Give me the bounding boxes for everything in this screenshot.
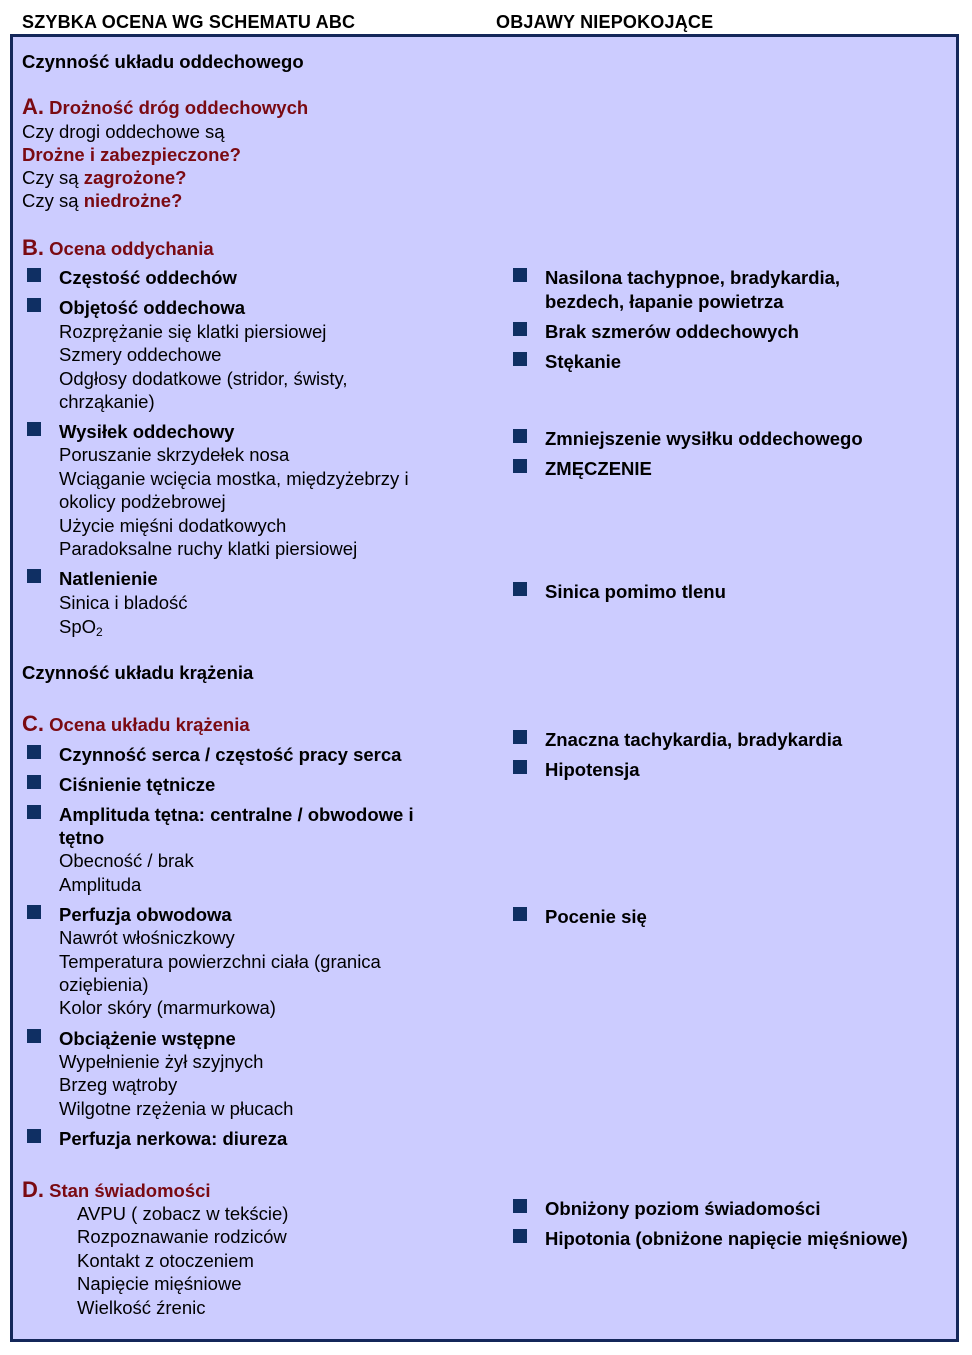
square-bullet-icon xyxy=(513,730,527,744)
b-subitem: Poruszanie skrzydełek nosa xyxy=(59,444,290,465)
b-warning: Stękanie xyxy=(545,351,622,372)
section-d-heading xyxy=(22,1178,211,1202)
c-warning: Hipotensja xyxy=(545,759,640,780)
table-header xyxy=(10,8,959,34)
c-subitem: Wypełnienie żył szyjnych xyxy=(59,1051,264,1072)
square-bullet-icon xyxy=(27,905,41,919)
b-warning: ZMĘCZENIE xyxy=(545,458,652,479)
d-warning: Obniżony poziom świadomości xyxy=(545,1198,821,1219)
c-item: Czynność serca / częstość pracy serca xyxy=(59,744,402,765)
section-a-q2: Drożne i zabezpieczone? xyxy=(22,144,241,165)
b-warning-cont: bezdech, łapanie powietrza xyxy=(545,291,784,312)
square-bullet-icon xyxy=(513,582,527,596)
d-item: Wielkość źrenic xyxy=(77,1297,206,1318)
section-a-q4-prefix: Czy są xyxy=(22,190,84,211)
section-a-q4 xyxy=(22,189,182,212)
d-item: AVPU ( zobacz w tekście) xyxy=(77,1203,289,1224)
square-bullet-icon xyxy=(27,422,41,436)
d-warning: Hipotonia (obniżone napięcie mięśniowe) xyxy=(545,1228,908,1249)
b-warning: Zmniejszenie wysiłku oddechowego xyxy=(545,428,863,449)
b-subitem: Paradoksalne ruchy klatki piersiowej xyxy=(59,538,358,559)
c-subitem: Wilgotne rzężenia w płucach xyxy=(59,1098,294,1119)
section-b-title: Ocena oddychania xyxy=(49,238,214,259)
square-bullet-icon xyxy=(513,322,527,336)
c-item: Perfuzja nerkowa: diureza xyxy=(59,1128,288,1149)
b-subitem: Szmery oddechowe xyxy=(59,344,222,365)
section-c-title: Ocena układu krążenia xyxy=(49,714,250,735)
section-b-letter: B. xyxy=(22,235,44,260)
section-a-q3-emph: zagrożone? xyxy=(83,167,187,188)
square-bullet-icon xyxy=(513,459,527,473)
section-a-q4-emph: niedrożne? xyxy=(83,190,183,211)
b-subitem: Użycie mięśni dodatkowych xyxy=(59,515,287,536)
b-subitem: chrząkanie) xyxy=(59,391,155,412)
square-bullet-icon xyxy=(513,1229,527,1243)
assessment-box xyxy=(10,34,959,1342)
respiratory-heading: Czynność układu oddechowego xyxy=(22,51,304,72)
square-bullet-icon xyxy=(27,1129,41,1143)
section-a-q1: Czy drogi oddechowe są xyxy=(22,121,225,142)
section-c-letter: C. xyxy=(22,711,44,736)
header-right-title: OBJAWY NIEPOKOJĄCE xyxy=(496,12,714,32)
section-a-heading xyxy=(22,95,308,119)
c-item: Perfuzja obwodowa xyxy=(59,904,232,925)
c-subitem: Temperatura powierzchni ciała (granica xyxy=(59,951,381,972)
square-bullet-icon xyxy=(27,298,41,312)
square-bullet-icon xyxy=(27,569,41,583)
b-subitem-spo2 xyxy=(59,615,103,644)
section-a-q3-prefix: Czy są xyxy=(22,167,84,188)
d-item: Rozpoznawanie rodziców xyxy=(77,1226,287,1247)
c-subitem: oziębienia) xyxy=(59,974,149,995)
header-left-title: SZYBKA OCENA WG SCHEMATU ABC xyxy=(22,12,356,32)
c-item: Obciążenie wstępne xyxy=(59,1028,236,1049)
b-item: Natlenienie xyxy=(59,568,158,589)
square-bullet-icon xyxy=(27,775,41,789)
square-bullet-icon xyxy=(513,268,527,282)
c-subitem: Nawrót włośniczkowy xyxy=(59,927,235,948)
square-bullet-icon xyxy=(27,805,41,819)
c-subitem: Kolor skóry (marmurkowa) xyxy=(59,997,276,1018)
square-bullet-icon xyxy=(27,745,41,759)
c-item: Amplituda tętna: centralne / obwodowe i xyxy=(59,804,414,825)
square-bullet-icon xyxy=(513,1199,527,1213)
c-subitem: Obecność / brak xyxy=(59,850,194,871)
section-d-letter: D. xyxy=(22,1177,44,1202)
d-item: Napięcie mięśniowe xyxy=(77,1273,242,1294)
section-b-heading xyxy=(22,236,214,260)
section-d-title: Stan świadomości xyxy=(49,1180,211,1201)
square-bullet-icon xyxy=(513,352,527,366)
c-item-cont: tętno xyxy=(59,827,105,848)
section-a-letter: A. xyxy=(22,94,44,119)
b-subitem: okolicy podżebrowej xyxy=(59,491,226,512)
section-a-q3 xyxy=(22,166,186,189)
square-bullet-icon xyxy=(27,1029,41,1043)
c-subitem: Brzeg wątroby xyxy=(59,1074,178,1095)
square-bullet-icon xyxy=(27,268,41,282)
b-warning: Sinica pomimo tlenu xyxy=(545,581,726,602)
section-c-heading xyxy=(22,712,250,736)
circulation-heading: Czynność układu krążenia xyxy=(22,662,254,683)
b-subitem: Rozprężanie się klatki piersiowej xyxy=(59,321,327,342)
b-subitem: Odgłosy dodatkowe (stridor, świsty, xyxy=(59,368,348,389)
square-bullet-icon xyxy=(513,429,527,443)
c-warning: Pocenie się xyxy=(545,906,647,927)
square-bullet-icon xyxy=(513,760,527,774)
spo2-subscript: 2 xyxy=(96,625,103,639)
c-warning: Znaczna tachykardia, bradykardia xyxy=(545,729,843,750)
square-bullet-icon xyxy=(513,907,527,921)
b-item: Częstość oddechów xyxy=(59,267,237,288)
b-subitem: Wciąganie wcięcia mostka, międzyżebrzy i xyxy=(59,468,409,489)
section-a-title: Drożność dróg oddechowych xyxy=(49,97,309,118)
b-warning: Brak szmerów oddechowych xyxy=(545,321,799,342)
b-item: Objętość oddechowa xyxy=(59,297,246,318)
c-subitem: Amplituda xyxy=(59,874,142,895)
c-item: Ciśnienie tętnicze xyxy=(59,774,216,795)
spo2-text: SpO xyxy=(59,616,97,637)
b-subitem: Sinica i bladość xyxy=(59,592,188,613)
b-item: Wysiłek oddechowy xyxy=(59,421,235,442)
b-warning: Nasilona tachypnoe, bradykardia, xyxy=(545,267,841,288)
d-item: Kontakt z otoczeniem xyxy=(77,1250,254,1271)
